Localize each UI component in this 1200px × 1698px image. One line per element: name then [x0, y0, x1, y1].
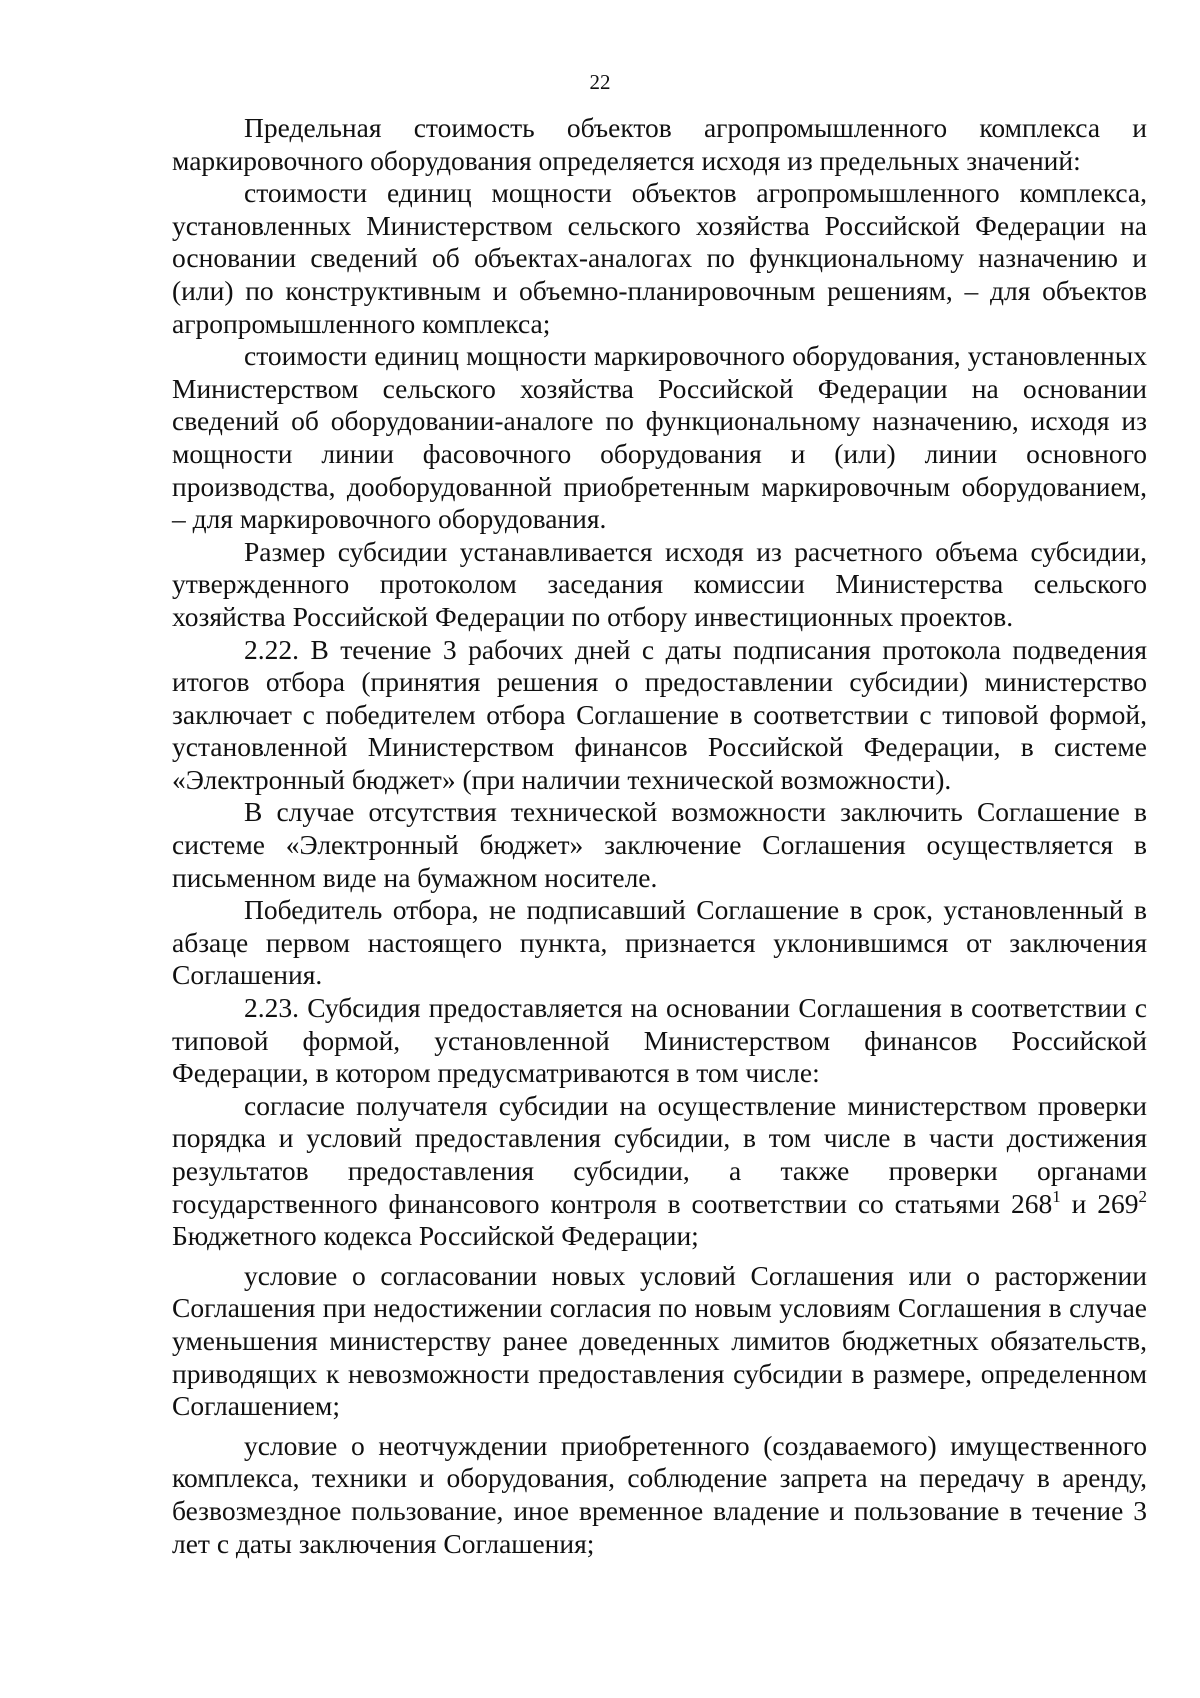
document-body: [172, 112, 1147, 1560]
paragraph-winner-evasion: Победитель отбора, не подписавший Соглашение в срок, установленный в абзаце первом настоящего пункта, признается уклонившимся от заключения Соглашения.: [172, 894, 1147, 991]
paragraph-2-22: 2.22. В течение 3 рабочих дней с даты подписания протокола подведения итогов отбора (принятия решения о предоставлении субсидии) министерство заключает с победителем отбора Соглашение в соответствии с типовой формой, установленной Министерством финансов Российской Федерации, в системе «Электронный бюджет» (при наличии технической возможности).: [172, 633, 1147, 795]
superscript-2: 2: [1138, 1186, 1147, 1206]
paragraph-max-cost: Предельная стоимость объектов агропромышленного комплекса и маркировочного оборудования определяется исходя из предельных значений:: [172, 112, 1147, 176]
paragraph-agro-complex-cost: стоимости единиц мощности объектов агропромышленного комплекса, установленных Министерством сельского хозяйства Российской Федерации на основании сведений об объектах-аналогах по функциональному назначению и (или) по конструктивным и объемно-планировочным решениям, – для объектов агропромышленного комплекса;: [172, 177, 1147, 339]
paragraph-non-alienation: условие о неотчуждении приобретенного (создаваемого) имущественного комплекса, техники и оборудования, соблюдение запрета на передачу в аренду, безвозмездное пользование, иное временное владение и пользование в течение 3 лет с даты заключения Соглашения;: [172, 1429, 1147, 1559]
consent-text-before: согласие получателя субсидии на осуществление министерством проверки порядка и условий предоставления субсидии, в том числе в части достижения результатов предоставления субсидии, а также проверки органами государственного финансового контроля в соответствии со статьями 268: [172, 1089, 1147, 1219]
paragraph-2-23: 2.23. Субсидия предоставляется на основании Соглашения в соответствии с типовой формой, установленной Министерством финансов Российской Федерации, в котором предусматриваются в том числе:: [172, 992, 1147, 1089]
consent-text-after: Бюджетного кодекса Российской Федерации;: [172, 1220, 699, 1252]
paragraph-no-technical-possibility: В случае отсутствия технической возможности заключить Соглашение в системе «Электронный бюджет» заключение Соглашения осуществляется в письменном виде на бумажном носителе.: [172, 796, 1147, 893]
paragraph-subsidy-size: Размер субсидии устанавливается исходя из расчетного объема субсидии, утвержденного протоколом заседания комиссии Министерства сельского хозяйства Российской Федерации по отбору инвестиционных проектов.: [172, 535, 1147, 632]
superscript-1: 1: [1052, 1186, 1061, 1206]
consent-text-middle: и 269: [1060, 1187, 1139, 1219]
paragraph-marking-equipment-cost: стоимости единиц мощности маркировочного оборудования, установленных Министерством сельского хозяйства Российской Федерации на основании сведений об оборудовании-аналоге по функциональному назначению, исходя из мощности линии фасовочного оборудования и (или) линии основного производства, дооборудованной приобретенным маркировочным оборудованием, – для маркировочного оборудования.: [172, 340, 1147, 535]
paragraph-agreement-termination: условие о согласовании новых условий Соглашения или о расторжении Соглашения при недостижении согласия по новым условиям Соглашения в случае уменьшения министерству ранее доведенных лимитов бюджетных обязательств, приводящих к невозможности предоставления субсидии в размере, определенном Соглашением;: [172, 1259, 1147, 1422]
page-number: 22: [589, 70, 611, 94]
paragraph-recipient-consent: [172, 1090, 1147, 1253]
